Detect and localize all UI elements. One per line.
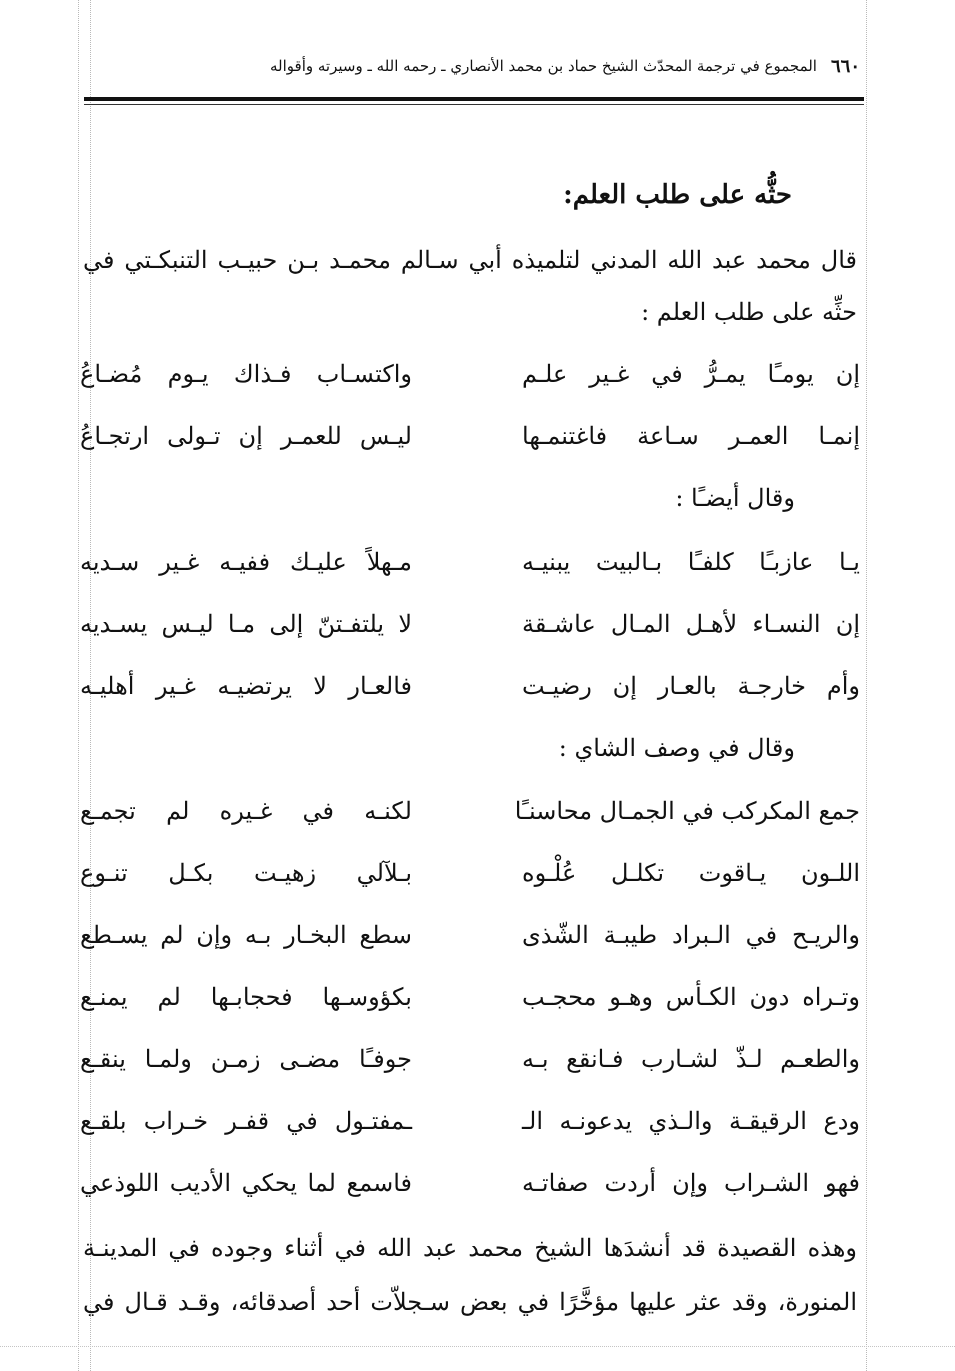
poem3-verse-7-second-hemistich: فاسمع لما يحكي الأديب اللوذعي — [80, 1169, 412, 1197]
running-header — [180, 54, 860, 78]
closing-line-2: المنورة، وقد عثر عليها مؤخَّرًا في بعض سـجلاّت أحد أصدقائه، وقـد قـال في — [83, 1288, 857, 1316]
running-title: المجموع في ترجمة المحدّث الشيخ حماد بن محمد الأنصاري ـ رحمه الله ـ وسيرته وأقواله — [270, 57, 817, 75]
poem3-verse-5-second-hemistich: جوفـًا مضـى زمـن ولمـا ينقـع — [80, 1045, 412, 1073]
poem1-verse-2-second-hemistich: ليـس للعمـر إن تـولى ارتجـاعُ — [80, 422, 412, 450]
poem3-verse-4-second-hemistich: بكؤوسـها فحجابـها لم يمنـع — [80, 983, 412, 1011]
poem1-verse-1-first-hemistich: إن يومـًا يمـرُّ في غـير علـم — [522, 360, 860, 388]
poem2-verse-1-first-hemistich: يـا عازبـًا كلفـًا بـالبيت يبنيـه — [522, 548, 860, 576]
crop-guide-left — [78, 0, 79, 1371]
crop-guide-bottom — [0, 1346, 955, 1347]
header-rule-thin — [84, 104, 864, 105]
crop-guide-right — [866, 0, 867, 1371]
intro-line-2: حثِّه على طلب العلم : — [641, 298, 857, 326]
poem3-verse-1-second-hemistich: لكنـه في غـيره لم تجمـع — [80, 797, 412, 825]
intro-line-1: قال محمد عبد الله المدني لتلميذه أبي سـالم محمـد بـن حبيـب التنبكـتي في — [83, 246, 857, 274]
poem2-intro: وقال أيضـًا : — [675, 484, 795, 512]
poem3-verse-1-first-hemistich: جمع المكركب في الجمـال محاسنـًا — [514, 797, 860, 825]
poem1-verse-1-second-hemistich: واكتسـاب فـذاك يـوم مُضـاعُ — [80, 360, 412, 388]
poem2-verse-3-first-hemistich: وأم خارجـة بالعـار إن رضيـت — [522, 672, 860, 700]
poem2-verse-2-second-hemistich: لا يلتفـتنّ إلى مـا ليـس يسـديه — [80, 610, 412, 638]
poem3-verse-2-first-hemistich: اللـون يـاقوت تكلـل عُلْـوه — [522, 859, 860, 887]
poem3-verse-7-first-hemistich: فهو الشـراب وإن أردت صفاتـه — [522, 1169, 860, 1197]
poem3-verse-6-second-hemistich: ـمفتـول في قفـر خـراب بلقـع — [80, 1107, 412, 1135]
poem3-verse-4-first-hemistich: وتـراه دون الكـأس وهـو محجـب — [522, 983, 860, 1011]
poem3-verse-3-first-hemistich: والريـح في الـبراد طيبـة الشّذى — [522, 921, 860, 949]
poem3-verse-2-second-hemistich: بـلآلي زهيـت بكـل تنـوع — [80, 859, 412, 887]
poem1-verse-2-first-hemistich: إنمـا العمـر سـاعة فاغتنمـها — [522, 422, 860, 450]
page-number: ٦٦٠ — [830, 55, 860, 77]
poem3-verse-3-second-hemistich: سطع البخـار بـه وإن لم يسـطع — [80, 921, 412, 949]
poem2-verse-3-second-hemistich: فالعـار لا يرتضيـه غـير أهليـه — [80, 672, 412, 700]
section-title: حثُّه على طلب العلم: — [563, 180, 792, 210]
poem3-verse-6-first-hemistich: ودع الرقيقـة والـذي يدعونـه الـ — [522, 1107, 860, 1135]
poem2-verse-1-second-hemistich: مـهلاً عليـك ففيـه غـير سـديه — [80, 548, 412, 576]
poem3-verse-5-first-hemistich: والطعـم لـذّ لشـارب فـانقع بـه — [522, 1045, 860, 1073]
poem3-intro: وقال في وصف الشاي : — [558, 734, 795, 762]
poem2-verse-2-first-hemistich: إن النسـاء لأهـل المـال عاشـقة — [522, 610, 860, 638]
closing-line-1: وهذه القصيدة قد أنشدَها الشيخ محمد عبد الله في أثناء وجوده في المدينـة — [83, 1234, 857, 1262]
header-rule-thick — [84, 97, 864, 101]
